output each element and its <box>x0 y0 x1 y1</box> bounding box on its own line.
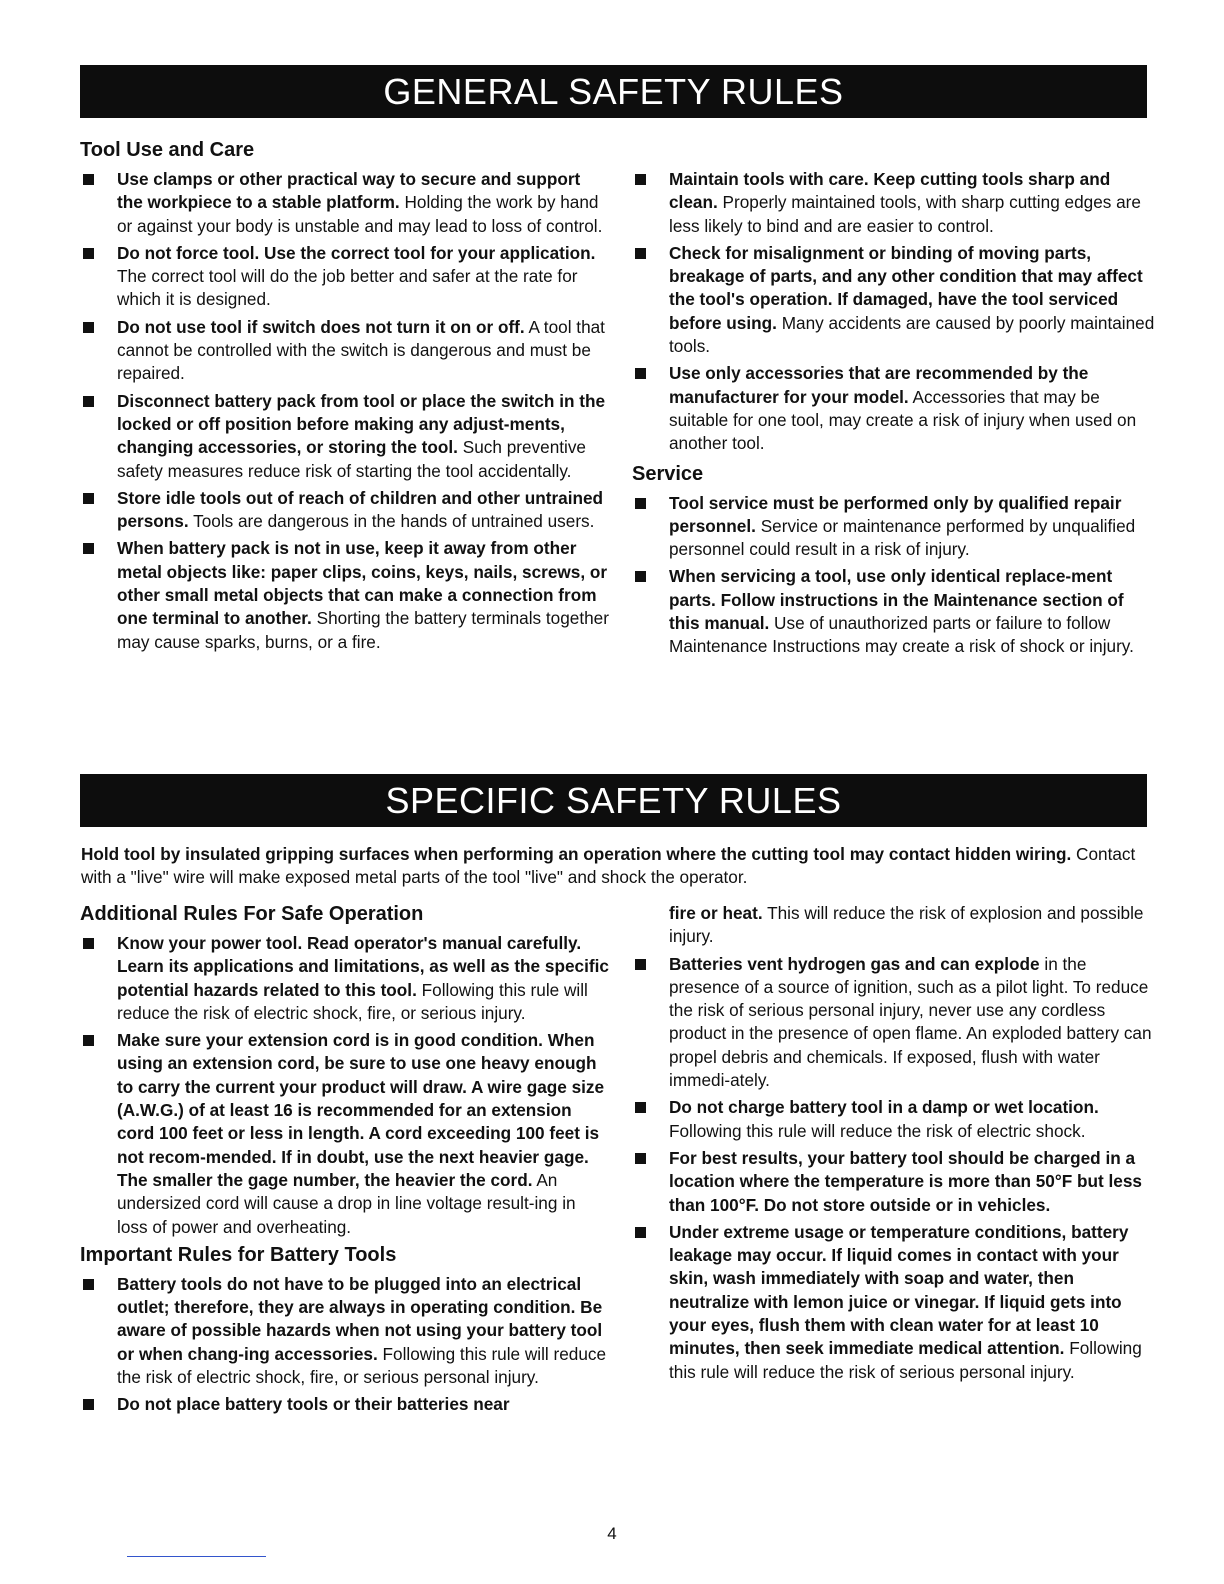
item-text: An undersized cord will cause a drop in line voltage result-ing in loss of power and overheating. <box>117 1169 576 1237</box>
item-bold-text: Battery tools do not have to be plugged into an electrical outlet; therefore, they are always in operating condition. Be aware of possible hazards when not using your battery tool or when chang-ing accessories. <box>117 1273 603 1364</box>
item-text: A tool that cannot be controlled with the switch is dangerous and must be repaired. <box>117 316 605 384</box>
item-bold-text: Maintain tools with care. Keep cutting tools sharp and clean. <box>669 169 1111 213</box>
list-item <box>80 1393 610 1416</box>
list-item <box>632 362 1157 455</box>
item-text: Accessories that may be suitable for one tool, may create a risk of injury when used on another tool. <box>669 386 1137 454</box>
list-item <box>632 168 1157 238</box>
list-item <box>632 565 1157 658</box>
link-underline <box>127 1556 266 1557</box>
battery-rules-right-list <box>632 953 1157 1384</box>
list-item <box>632 1096 1157 1143</box>
list-item <box>80 390 610 483</box>
item-bold-text: Do not force tool. Use the correct tool for your application. <box>117 242 596 263</box>
page-number: 4 <box>607 1524 617 1543</box>
additional-rules-list <box>80 932 610 1239</box>
list-item <box>80 1029 610 1239</box>
item-text: Such preventive safety measures reduce risk of starting the tool accidentally. <box>117 437 586 481</box>
maintenance-list <box>632 168 1157 456</box>
item-bold-text: Tool service must be performed only by qualified repair personnel. <box>669 492 1122 536</box>
tool-use-column <box>80 138 610 658</box>
item-bold-text: Do not charge battery tool in a damp or wet location. <box>669 1097 1099 1118</box>
item-text: Following this rule will reduce the risk of serious personal injury. <box>669 1338 1142 1382</box>
list-item <box>80 168 610 238</box>
item-text: Following this rule will reduce the risk of electric shock. <box>669 1120 1086 1141</box>
item-bold-text: Disconnect battery pack from tool or place the switch in the locked or off position before making any adjust-ments, changing accessories, or storing the tool. <box>117 390 606 458</box>
item-text: Many accidents are caused by poorly maintained tools. <box>669 312 1155 357</box>
item-bold-text: Store idle tools out of reach of children and other untrained persons. <box>117 487 604 532</box>
continued-text: This will reduce the risk of explosion and possible injury. <box>669 903 1144 947</box>
list-item <box>80 242 610 312</box>
item-bold-text: Under extreme usage or temperature conditions, battery leakage may occur. If liquid comes in contact with your skin, wash immediately with soap and water, then neutralize with lemon juice or vinegar. If liquid gets into your eyes, flush them with clean water for at least 10 minutes, then seek immediate medical attention. <box>669 1221 1129 1359</box>
additional-rules-column <box>80 902 610 1421</box>
specific-rules-intro <box>81 843 1161 890</box>
list-item <box>80 1273 610 1389</box>
list-item <box>80 932 610 1025</box>
intro-bold: Hold tool by insulated gripping surfaces when performing an operation where the cutting tool may contact hidden wiring. <box>81 844 1072 864</box>
intro-text: Contact with a "live" wire will make exposed metal parts of the tool "live" and shock the operator. <box>81 844 1136 888</box>
battery-rules-right-column <box>632 902 1157 1388</box>
item-text: Service or maintenance performed by unqualified personnel could result in a risk of injury. <box>669 515 1136 560</box>
tool-use-list <box>80 168 610 654</box>
item-bold-text: When battery pack is not in use, keep it away from other metal objects like: paper clips, coins, keys, nails, screws, or other small metal objects that can make a connection from one terminal to another. <box>117 538 608 629</box>
item-bold-text: Do not use tool if switch does not turn it on or off. <box>117 316 525 337</box>
item-text: Following this rule will reduce the risk of electric shock, fire, or serious injury. <box>117 979 588 1023</box>
list-item <box>632 1147 1157 1217</box>
list-item <box>632 953 1157 1093</box>
item-bold-text: Use only accessories that are recommended by the manufacturer for your model. <box>669 363 1089 407</box>
item-text: in the presence of a source of ignition, such as a pilot light. To reduce the risk of serious personal injury, never use any cordless product in the presence of open flame. An exploded battery can propel debris and chemicals. If exposed, flush with water immedi-ately. <box>669 953 1152 1091</box>
service-list <box>632 492 1157 659</box>
continued-paragraph <box>632 902 1157 949</box>
continued-bold: fire or heat. <box>669 903 763 923</box>
battery-rules-heading: Important Rules for Battery Tools <box>80 1243 397 1266</box>
item-bold-text: Do not place battery tools or their batteries near <box>117 1394 510 1415</box>
specific-safety-rules-banner: SPECIFIC SAFETY RULES <box>80 774 1147 827</box>
list-item <box>632 242 1157 358</box>
item-text: Properly maintained tools, with sharp cutting edges are less likely to bind and are easier to control. <box>669 192 1141 236</box>
maintenance-column <box>632 168 1157 663</box>
additional-rules-heading: Additional Rules For Safe Operation <box>80 903 424 925</box>
item-text: Shorting the battery terminals together may cause sparks, burns, or a fire. <box>117 608 609 652</box>
item-bold-text: Batteries vent hydrogen gas and can explode <box>669 953 1040 974</box>
item-bold-text: Make sure your extension cord is in good condition. When using an extension cord, be sure to use one heavy enough to carry the current your product will draw. A wire gage size (A.W.G.) of at least 16 is recommended for an extension cord 100 feet or less in length. A cord exceeding 100 feet is not recom-mended. If in doubt, use the next heavier gage. The smaller the gage number, the heavier the cord. <box>117 1030 605 1190</box>
item-bold-text: Use clamps or other practical way to secure and support the workpiece to a stable platform. <box>117 169 581 213</box>
item-text: Tools are dangerous in the hands of untrained users. <box>188 511 595 532</box>
list-item <box>632 1221 1157 1384</box>
list-item <box>80 316 610 386</box>
list-item <box>632 492 1157 562</box>
item-bold-text: When servicing a tool, use only identical replace-ment parts. Follow instructions in the Maintenance section of this manual. <box>669 566 1124 634</box>
tool-use-heading: Tool Use and Care <box>80 139 255 161</box>
service-heading: Service <box>632 462 704 485</box>
item-bold-text: Know your power tool. Read operator's manual carefully. Learn its applications and limitations, as well as the specific potential hazards related to this tool. <box>117 933 609 1000</box>
item-text: The correct tool will do the job better and safer at the rate for which it is designed. <box>117 266 578 310</box>
item-text: Following this rule will reduce the risk of electric shock, fire, or serious personal injury. <box>117 1343 607 1388</box>
list-item <box>80 537 610 653</box>
item-bold-text: For best results, your battery tool should be charged in a location where the temperature is more than 50°F but less than 100°F. Do not store outside or in vehicles. <box>669 1147 1142 1215</box>
item-text: Use of unauthorized parts or failure to follow Maintenance Instructions may create a risk of shock or injury. <box>669 613 1134 657</box>
battery-rules-list <box>80 1273 610 1417</box>
item-text: Holding the work by hand or against your body is unstable and may lead to loss of control. <box>117 192 603 236</box>
list-item <box>80 487 610 534</box>
general-safety-rules-banner: GENERAL SAFETY RULES <box>80 65 1147 118</box>
item-bold-text: Check for misalignment or binding of moving parts, breakage of parts, and any other condition that may affect the tool's operation. If damaged, have the tool serviced before using. <box>669 242 1143 333</box>
